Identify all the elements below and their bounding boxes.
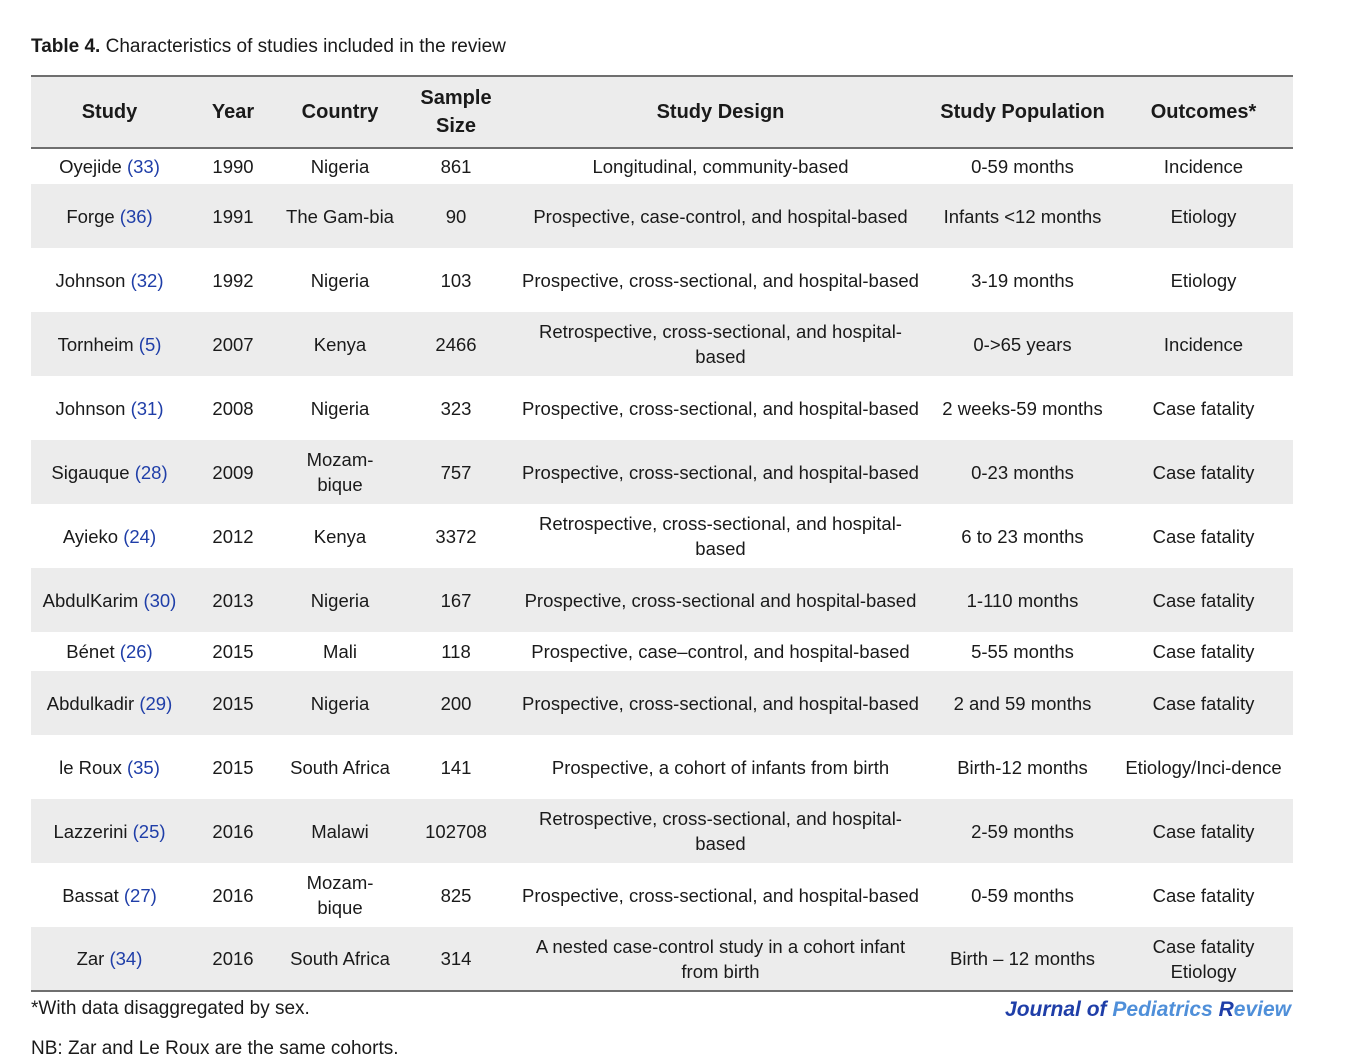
cell-study-design: Retrospective, cross-sectional, and hospital-based xyxy=(539,321,902,367)
reference-link[interactable]: (31) xyxy=(130,397,164,419)
cell-study-population: 6 to 23 months xyxy=(961,525,1084,547)
header-country: Country xyxy=(301,101,379,123)
journal-logo: Journal of Pediatrics Review xyxy=(1005,998,1291,1021)
cell-outcome: Case fatality xyxy=(1152,692,1255,714)
cell-study-design: Prospective, cross-sectional, and hospital-based xyxy=(522,692,919,714)
cell-sample-size: 323 xyxy=(440,397,472,419)
cell-study-population: 0-59 months xyxy=(971,884,1074,906)
cell-country: Nigeria xyxy=(310,269,370,291)
table-row xyxy=(31,312,1293,376)
cell-country: Nigeria xyxy=(310,397,370,419)
cell-outcome: Case fatality xyxy=(1152,820,1255,842)
cell-sample-size: 103 xyxy=(440,269,472,291)
cell-study-design: Longitudinal, community-based xyxy=(592,156,849,177)
table-row xyxy=(31,927,1293,991)
cell-sample-size: 118 xyxy=(441,641,471,662)
cell-study-design: Prospective, cross-sectional, and hospital-based xyxy=(522,269,919,291)
cell-study-population: 0-59 months xyxy=(971,156,1074,177)
cell-study-design: Prospective, case–control, and hospital-based xyxy=(531,641,910,662)
studies-table xyxy=(31,75,1293,992)
study-author: Tornheim xyxy=(57,333,134,355)
cell-sample-size: 757 xyxy=(440,461,472,483)
cell-country: South Africa xyxy=(290,756,390,778)
table-row xyxy=(31,148,1293,184)
cell-study-population: 2 weeks-59 months xyxy=(942,397,1103,419)
table-label: Table 4. xyxy=(31,36,101,57)
cell-year: 2015 xyxy=(212,692,254,714)
reference-link[interactable]: (36) xyxy=(119,205,153,227)
cell-country: Nigeria xyxy=(310,156,370,177)
cell-study xyxy=(31,184,188,248)
header-sample-size: Sample Size xyxy=(420,87,492,137)
reference-link[interactable]: (33) xyxy=(126,156,160,177)
cell-year: 2013 xyxy=(212,589,254,611)
cell-study-population: Birth-12 months xyxy=(957,756,1088,778)
cell-outcome: Case fatality xyxy=(1152,589,1255,611)
cell-year: 2007 xyxy=(212,333,254,355)
cell-year: 2016 xyxy=(212,884,254,906)
cell-study-design: Prospective, cross-sectional, and hospital-based xyxy=(522,884,919,906)
table-row xyxy=(31,735,1293,799)
cell-study-design: Prospective, case-control, and hospital-based xyxy=(533,205,908,227)
cell-sample-size: 200 xyxy=(440,692,472,714)
header-study-design: Study Design xyxy=(656,101,785,123)
reference-link[interactable]: (28) xyxy=(134,461,168,483)
table-row xyxy=(31,632,1293,671)
cell-country: The Gam-bia xyxy=(286,205,394,227)
table-title: Characteristics of studies included in the review xyxy=(105,36,506,57)
cell-study-design: Retrospective, cross-sectional, and hospital-based xyxy=(539,808,902,854)
cell-year: 1992 xyxy=(212,269,254,291)
study-author: Bénet xyxy=(66,641,115,662)
reference-link[interactable]: (34) xyxy=(109,948,143,969)
table-row xyxy=(31,671,1293,735)
cell-year: 2012 xyxy=(212,525,254,547)
table-row xyxy=(31,799,1293,863)
cell-study-design: Prospective, cross-sectional and hospital-based xyxy=(524,589,917,611)
header-study-population: Study Population xyxy=(940,101,1105,123)
cell-year: 2009 xyxy=(212,461,254,483)
cell-sample-size: 861 xyxy=(440,156,472,177)
cell-study xyxy=(31,735,188,799)
cell-study-design: A nested case-control study in a cohort infant from birth xyxy=(535,935,906,982)
table-body xyxy=(31,148,1293,991)
study-author: AbdulKarim xyxy=(42,589,139,611)
cell-country: Nigeria xyxy=(310,589,370,611)
table-row xyxy=(31,568,1293,632)
cell-study-population: Birth – 12 months xyxy=(950,948,1095,969)
cell-study xyxy=(31,440,188,504)
reference-link[interactable]: (30) xyxy=(143,589,177,611)
cell-study xyxy=(31,568,188,632)
table-header-row xyxy=(31,76,1293,148)
cell-outcome: Incidence xyxy=(1163,156,1244,177)
study-author: Oyejide xyxy=(59,156,122,177)
study-author: Ayieko xyxy=(62,525,119,547)
cell-study xyxy=(31,927,188,991)
table-caption xyxy=(31,36,506,58)
cell-study-population: 5-55 months xyxy=(971,641,1074,662)
header-study: Study xyxy=(81,101,138,123)
study-author: Lazzerini xyxy=(53,820,128,842)
cell-study xyxy=(31,248,188,312)
cell-country: Nigeria xyxy=(310,692,370,714)
table-row xyxy=(31,440,1293,504)
cell-outcome: Incidence xyxy=(1163,333,1244,355)
cell-outcome: Case fatality Etiology xyxy=(1152,935,1255,982)
cell-country: Mozam-bique xyxy=(306,872,374,918)
cell-study xyxy=(31,504,188,568)
cell-country: Kenya xyxy=(313,333,367,355)
reference-link[interactable]: (26) xyxy=(119,641,153,662)
cell-year: 2015 xyxy=(212,641,254,662)
cell-sample-size: 102708 xyxy=(425,820,487,842)
cell-sample-size: 2466 xyxy=(435,333,477,355)
study-author: Forge xyxy=(66,205,115,227)
study-author: Johnson xyxy=(55,269,126,291)
header-outcomes: Outcomes* xyxy=(1150,101,1257,123)
study-author: Johnson xyxy=(55,397,126,419)
cell-year: 2016 xyxy=(212,820,254,842)
cell-study-design: Prospective, cross-sectional, and hospital-based xyxy=(522,461,919,483)
cell-study xyxy=(31,312,188,376)
cell-country: Kenya xyxy=(313,525,367,547)
study-author: le Roux xyxy=(59,756,122,778)
cell-study-design: Prospective, cross-sectional, and hospital-based xyxy=(522,397,919,419)
cell-year: 2008 xyxy=(212,397,254,419)
reference-link[interactable]: (35) xyxy=(126,756,160,778)
table-row xyxy=(31,863,1293,927)
cell-outcome: Etiology/Inci-dence xyxy=(1125,756,1282,778)
reference-link[interactable]: (32) xyxy=(130,269,164,291)
cell-study-population: Infants <12 months xyxy=(943,205,1102,227)
cell-sample-size: 141 xyxy=(440,756,472,778)
cell-study-design: Prospective, a cohort of infants from birth xyxy=(551,756,890,778)
cell-sample-size: 3372 xyxy=(435,525,477,547)
cell-country: South Africa xyxy=(290,948,390,969)
cell-outcome: Case fatality xyxy=(1152,461,1255,483)
cell-outcome: Case fatality xyxy=(1152,525,1255,547)
study-author: Bassat xyxy=(62,884,119,906)
cell-outcome: Etiology xyxy=(1170,269,1237,291)
reference-link[interactable]: (25) xyxy=(132,820,166,842)
cell-sample-size: 167 xyxy=(440,589,472,611)
cell-study xyxy=(31,376,188,440)
cell-study xyxy=(31,148,188,184)
cell-study-design: Retrospective, cross-sectional, and hospital-based xyxy=(539,513,902,559)
footnote-cohorts: NB: Zar and Le Roux are the same cohorts. xyxy=(31,1038,399,1059)
cell-country: Mozam-bique xyxy=(306,449,374,495)
cell-sample-size: 314 xyxy=(440,948,472,969)
study-author: Abdulkadir xyxy=(46,692,135,714)
cell-sample-size: 825 xyxy=(440,884,472,906)
cell-study xyxy=(31,632,188,671)
reference-link[interactable]: (29) xyxy=(139,692,173,714)
table-row xyxy=(31,504,1293,568)
cell-study xyxy=(31,799,188,863)
table-row xyxy=(31,184,1293,248)
cell-study xyxy=(31,671,188,735)
header-year: Year xyxy=(211,101,255,123)
cell-study xyxy=(31,863,188,927)
table-row xyxy=(31,376,1293,440)
cell-year: 1990 xyxy=(212,156,254,177)
reference-link[interactable]: (24) xyxy=(123,525,157,547)
cell-outcome: Etiology xyxy=(1170,205,1237,227)
cell-country: Malawi xyxy=(311,820,369,842)
cell-study-population: 1-110 months xyxy=(966,589,1079,611)
footnote-sex: *With data disaggregated by sex. xyxy=(31,998,310,1019)
cell-study-population: 2 and 59 months xyxy=(953,692,1092,714)
cell-study-population: 3-19 months xyxy=(971,269,1074,291)
cell-study-population: 0->65 years xyxy=(973,333,1072,355)
table-row xyxy=(31,248,1293,312)
cell-outcome: Case fatality xyxy=(1152,397,1255,419)
reference-link[interactable]: (5) xyxy=(138,333,162,355)
cell-year: 1991 xyxy=(212,205,254,227)
cell-study-population: 2-59 months xyxy=(971,820,1074,842)
reference-link[interactable]: (27) xyxy=(123,884,157,906)
cell-study-population: 0-23 months xyxy=(971,461,1074,483)
study-author: Sigauque xyxy=(51,461,130,483)
cell-country: Mali xyxy=(323,641,357,662)
cell-outcome: Case fatality xyxy=(1152,884,1255,906)
cell-outcome: Case fatality xyxy=(1152,641,1255,662)
cell-sample-size: 90 xyxy=(445,205,467,227)
cell-year: 2015 xyxy=(212,756,254,778)
cell-year: 2016 xyxy=(212,948,254,969)
study-author: Zar xyxy=(76,948,105,969)
